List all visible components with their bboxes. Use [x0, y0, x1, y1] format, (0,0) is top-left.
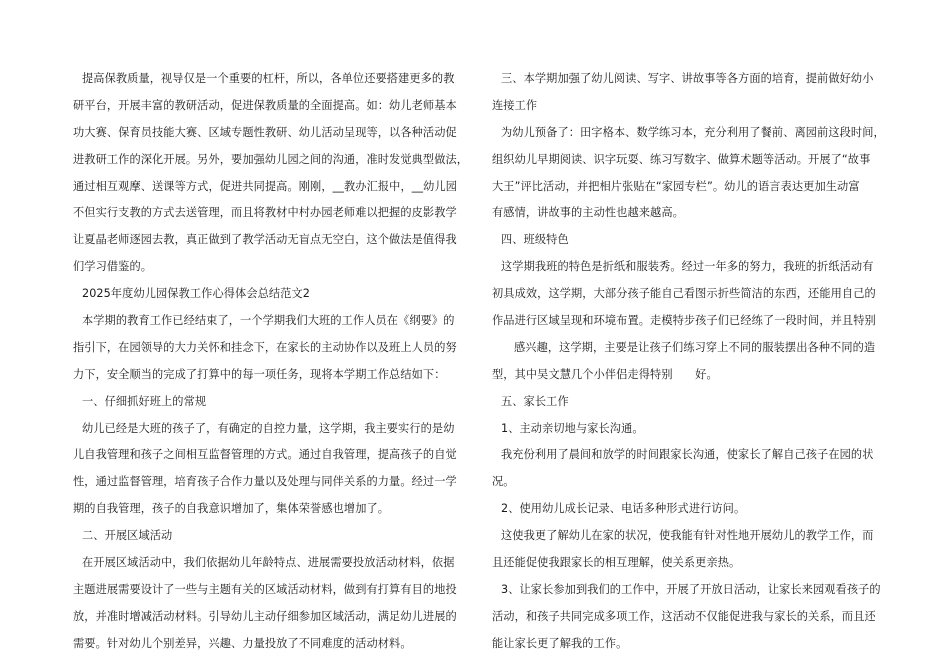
section-heading: 2025年度幼儿园保教工作心得体会总结范文2 — [82, 287, 310, 301]
text-line: 连接工作 — [492, 98, 538, 112]
text-line: 指引下，在园领导的大力关怀和挂念下，在家长的主动协作以及班上人员的努 — [73, 340, 457, 354]
text-line: 这学期我班的特色是折纸和服装秀。经过一年多的努力，我班的折纸活动有 — [501, 260, 874, 274]
text-line: 力下，安全顺当的完成了打算中的每一项任务，现将本学期工作总结如下： — [73, 367, 446, 381]
text-line: 这使我更了解幼儿在家的状况，使我能有针对性地开展幼儿的教学工作，而 — [501, 529, 874, 543]
text-line: 不但实行支教的方式去送管理，而且将教材中村办园老师难以把握的皮影教学 — [73, 206, 457, 220]
section-heading: 四、班级特色 — [501, 233, 569, 247]
section-heading: 2、使用幼儿成长记录、电话多种形式进行访问。 — [501, 502, 746, 516]
text-line: 组织幼儿早期阅读、识字玩耍、练习写数字、做算术题等活动。开展了“故事 — [492, 152, 871, 166]
text-line: 儿自我管理和孩子之间相互监督管理的方式。通过自我管理，提高孩子的自觉 — [73, 448, 457, 462]
section-heading: 一、仔细抓好班上的常规 — [82, 394, 207, 408]
text-line: 活动，和孩子共同完成多项工作，这活动不仅能促进我与家长的关系，而且还 — [492, 609, 876, 623]
text-line: 研平台，开展丰富的教研活动，促进保教质量的全面提高。如：幼儿老师基本 — [73, 98, 457, 112]
text-line: 3、让家长参加到我们的工作中，开展了开放日活动，让家长来园观看孩子的 — [501, 582, 881, 596]
text-line: 大王”评比活动，并把相片张贴在“家园专栏”。幼儿的语言表达更加生动富 — [492, 179, 860, 193]
text-line: 让夏晶老师逐园去教，真正做到了教学活动无盲点无空白，这个做法是值得我 — [73, 233, 457, 247]
text-line: 性，通过监督管理，培育孩子合作力量以及处理与同伴关系的力量。经过一学 — [73, 475, 457, 489]
text-line: 且还能促使我跟家长的相互理解，使关系更亲热。 — [492, 556, 741, 570]
text-line: 进教研工作的深化开展。另外，要加强幼儿园之间的沟通，准时发觉典型做法， — [73, 152, 469, 166]
text-line: 为幼儿预备了：田字格本、数学练习本，充分利用了餐前、离园前这段时间， — [501, 125, 885, 139]
text-line: 有感情，讲故事的主动性也越来越高。 — [492, 206, 684, 220]
text-line: 通过相互观摩、送课等方式，促进共同提高。刚刚，__教办汇报中，__幼儿园 — [73, 179, 457, 193]
right-column — [492, 66, 885, 658]
section-heading: 1、主动亲切地与家长沟通。 — [501, 421, 644, 435]
text-line: 主题进展需要设计了一些与主题有关的区域活动材料，做到有打算有目的地投 — [73, 582, 457, 596]
text-line: 感兴趣，这学期，主要是让孩子们练习穿上不同的服装摆出各种不同的造 — [514, 340, 876, 354]
text-line: 型，其中吴文慧几个小伴侣走得特别 好。 — [492, 367, 718, 381]
text-line: 本学期的教育工作已经结束了，一个学期我们大班的工作人员在《纲要》的 — [82, 314, 455, 328]
text-line: 能让家长更了解我的工作。 — [492, 636, 628, 650]
text-line: 作品进行区域呈现和环境布置。走模特步孩子们已经练了一段时间，并且特别 — [492, 314, 876, 328]
section-heading: 五、家长工作 — [501, 394, 569, 408]
text-line: 初具成效，这学期，大部分孩子能自己看图示折些简洁的东西，还能用自己的 — [492, 287, 876, 301]
text-line: 需要。针对幼儿个别差异，兴趣、力量投放了不同难度的活动材料。 — [73, 636, 412, 650]
text-line: 在开展区域活动中，我们依据幼儿年龄特点、进展需要投放活动材料，依据 — [82, 556, 455, 570]
left-column — [73, 66, 469, 658]
text-line: 期的自我管理，孩子的自我意识增加了，集体荣誉感也增加了。 — [73, 502, 390, 516]
text-line: 况。 — [492, 475, 515, 489]
text-line: 放，并准时增减活动材料。引导幼儿主动仔细参加区域活动，满足幼儿进展的 — [73, 609, 457, 623]
text-line: 三、本学期加强了幼儿阅读、写字、讲故事等各方面的培育，提前做好幼小 — [501, 72, 874, 85]
text-line: 功大赛、保育员技能大赛、区域专题性教研、幼儿活动呈现等，以各种活动促 — [73, 125, 457, 139]
text-line: 幼儿已经是大班的孩子了，有确定的自控力量，这学期，我主要实行的是幼 — [82, 421, 455, 435]
text-line: 我充份利用了晨间和放学的时间跟家长沟通，使家长了解自己孩子在园的状 — [501, 448, 874, 462]
text-line: 提高保教质量，视导仅是一个重要的杠杆，所以，各单位还要搭建更多的教 — [82, 72, 455, 85]
text-line: 们学习借鉴的。 — [73, 260, 153, 274]
section-heading: 二、开展区域活动 — [82, 529, 173, 543]
